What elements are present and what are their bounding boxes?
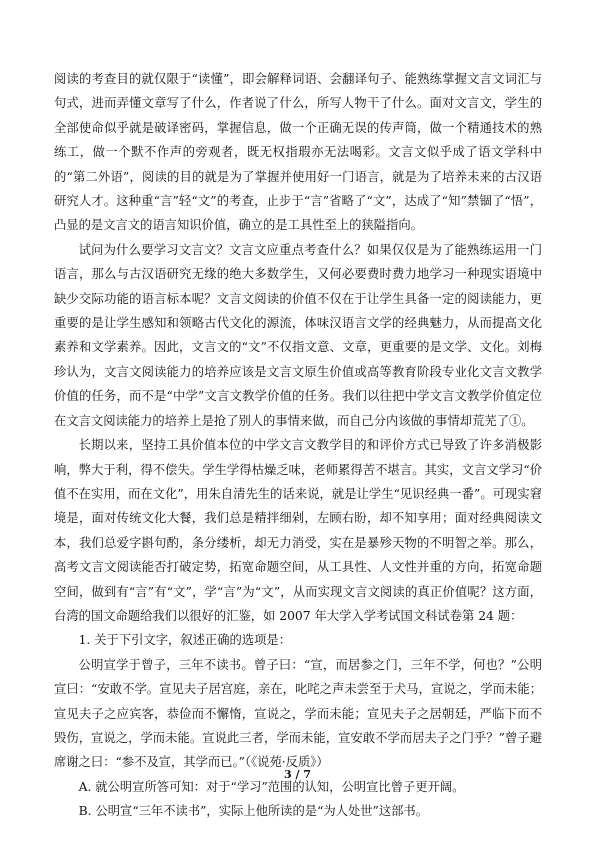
option-b: B. 公明宣“三年不读书”，实际上他所读的是“为人处世”这部书。	[78, 804, 429, 819]
paragraph-3: 长期以来，坚持工具价值本位的中学文言文教学目的和评价方式已导致了许多消极影响，弊大于利，得不偿失。学生学得枯燥乏味，老师累得苦不堪言。其实，文言文学习“价值不在实用，而在文化”，用朱自清先生的话来说，就是让学生“见识经典一番”。可现实窘境是，面对传统文化大餐，我们总是精拌细剁，左顾右盼，却不知享用；面对经典阅读文本，我们总爱字斟句酌，条分缕析，却无力消受，实在是暴殄天物的不明智之举。那么，高考文言文阅读能否打破定势，拓宽命题空间，从工具性、人文性并重的方向，拓宽命题空间，做到有“言”有“文”，学“言”为“文”，从而实现文言文阅读的真正价值呢？这方面，台湾的国文命题给我们以很好的汇鉴，如 2007 年大学入学考试国文科试卷第 24 题：	[54, 438, 542, 623]
page-number: 3 / 7	[284, 768, 311, 781]
option-a: A. 就公明宣所答可知：对于“学习”范围的认知，公明宣比曾子更开阔。	[78, 779, 465, 794]
question-passage: 公明宣学于曾子，三年不读书。曾子曰：“宣，而居参之门，三年不学，何也？”公明宣曰：“安敢不学。宣见夫子居宫庭，亲在，叱咤之声未尝至于犬马，宣说之，学而未能；宣见夫子之应宾客，恭俭而不懈惰，宣说之，学而未能；宣见夫子之居朝廷，严临下而不毁伤，宣说之，学而未能。宣说此三者，学而未能，宣安敢不学而居夫子之门乎？”曾子避席谢之曰：“参不及宣，其学而已。”（《说苑·反质》）	[54, 657, 542, 770]
question-stem: 1. 关于下引文字，叙述正确的选项是：	[78, 633, 291, 648]
paragraph-2: 试问为什么要学习文言文？文言文应重点考查什么？如果仅仅是为了能熟练运用一门语言，那么与古汉语研究无缘的绝大多数学生，又何必要费时费力地学习一种现实语境中缺少交际功能的语言标本呢？文言文阅读的价值不仅在于让学生具备一定的阅读能力，更重要的是让学生感知和领略古代文化的源流，体味汉语言文学的经典魅力，从而提高文化素养和文学素养。因此，文言文的“文”不仅指文意、文章，更重要的是文学、文化。刘梅珍认为，文言文阅读能力的培养应该是文言文原生价值或高等教育阶段专业化文言文教学价值的任务，而不是“中学”文言文教学价值的任务。我们以往把中学文言文教学价值定位在文言文阅读能力的培养上是抢了别人的事情来做，而自己分内该做的事情却荒芜了①。	[54, 242, 542, 428]
paragraph-1: 阅读的考查目的就仅限于“读懂”，即会解释词语、会翻译句子、能熟练掌握文言文词汇与句式，进而弄懂文章写了什么，作者说了什么，所写人物干了什么。面对文言文，学生的全部使命似乎就是破译密码，掌握信息，做一个正确无误的传声筒，做一个精通技术的熟练工，做一个默不作声的旁观者，既无权指瑕亦无法喝彩。文言文似乎成了语文学科中的“第二外语”，阅读的目的就是为了掌握并使用好一门语言，就是为了培养未来的古汉语研究人才。这种重“言”轻“文”的考查，止步于“言”省略了“文”，达成了“知”禁锢了“悟”，凸显的是文言文的语言知识价值，确立的是工具性至上的狭隘指向。	[54, 72, 542, 233]
body-text	[54, 67, 542, 824]
